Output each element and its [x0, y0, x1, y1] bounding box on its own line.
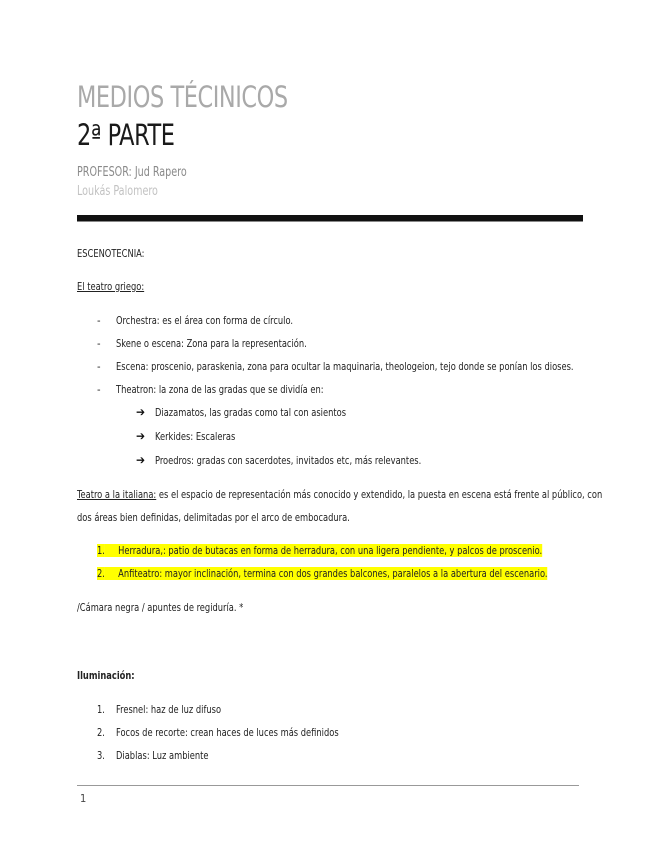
list-number: 2. — [97, 567, 105, 580]
list-item-text: Herradura,: patio de butacas en forma de herradura, con una ligera pendiente, y palcos de proscenio. — [118, 544, 543, 557]
note-line: /Cámara negra / apuntes de regiduría. * — [77, 601, 244, 614]
paragraph-text-line: dos áreas bien definidas, delimitadas por el arco de embocadura. — [77, 511, 350, 524]
paragraph-teatro-italiana — [77, 488, 602, 501]
sublist-item: Diazamatos, las gradas como tal con asientos — [155, 406, 347, 419]
author-line: Loukás Palomero — [77, 184, 158, 199]
list-bullet: - — [97, 337, 101, 350]
section-heading-iluminacion: Iluminación: — [77, 669, 135, 682]
list-item: Theatron: la zona de las gradas que se dividía en: — [116, 383, 324, 396]
highlighted-list-item — [97, 567, 548, 580]
professor-line: PROFESOR: Jud Rapero — [77, 165, 187, 180]
list-number: 3. — [97, 749, 105, 762]
page-number: 1 — [80, 792, 87, 805]
arrow-bullet-icon: ➔ — [136, 453, 146, 467]
paragraph-text: es el espacio de representación más conocido y extendido, la puesta en escena está frente al público, con — [156, 488, 603, 501]
list-item: Fresnel: haz de luz difuso — [116, 703, 222, 716]
document-subtitle: 2ª PARTE — [77, 118, 175, 152]
list-bullet: - — [97, 383, 101, 396]
highlighted-list-item — [97, 544, 542, 557]
list-item: Diablas: Luz ambiente — [116, 749, 209, 762]
list-item: Skene o escena: Zona para la representación. — [116, 337, 307, 350]
arrow-bullet-icon: ➔ — [136, 405, 146, 419]
list-number: 1. — [97, 703, 105, 716]
list-item: Orchestra: es el área con forma de círculo. — [116, 314, 294, 327]
sublist-item: Proedros: gradas con sacerdotes, invitados etc, más relevantes. — [155, 454, 422, 467]
list-number: 2. — [97, 726, 105, 739]
header-divider — [77, 215, 583, 221]
list-item: Focos de recorte: crean haces de luces más definidos — [116, 726, 339, 739]
arrow-bullet-icon: ➔ — [136, 429, 146, 443]
sublist-item: Kerkides: Escaleras — [155, 430, 236, 443]
list-bullet: - — [97, 314, 101, 327]
paragraph-label: Teatro a la italiana: — [77, 488, 157, 501]
document-title: MEDIOS TÉCINICOS — [77, 80, 288, 114]
section-heading-escenotecnia: ESCENOTECNIA: — [77, 247, 145, 260]
list-item-text: Anfiteatro: mayor inclinación, termina con dos grandes balcones, paralelos a la abertura del escenario. — [118, 567, 548, 580]
subheading-teatro-griego: El teatro griego: — [77, 280, 145, 293]
list-number: 1. — [97, 544, 105, 557]
footer-divider — [77, 785, 579, 786]
list-item: Escena: proscenio, paraskenia, zona para ocultar la maquinaria, theologeion, tejo donde se ponían los dioses. — [116, 360, 574, 373]
list-bullet: - — [97, 360, 101, 373]
